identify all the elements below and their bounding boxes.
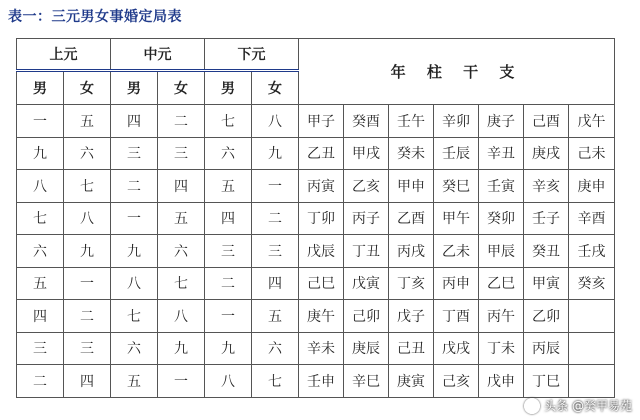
number-cell: 一	[17, 105, 64, 138]
ganzhi-cell: 庚戌	[524, 137, 569, 170]
number-cell: 八	[252, 105, 299, 138]
number-cell: 二	[158, 105, 205, 138]
ganzhi-cell: 壬寅	[479, 170, 524, 203]
number-cell: 七	[205, 105, 252, 138]
ganzhi-cell: 己丑	[389, 332, 434, 365]
number-cell: 四	[205, 202, 252, 235]
number-cell: 二	[205, 267, 252, 300]
ganzhi-cell: 丁卯	[299, 202, 344, 235]
ganzhi-cell: 甲戌	[344, 137, 389, 170]
table-row	[17, 105, 615, 138]
female-header: 女	[252, 71, 299, 105]
ganzhi-cell: 甲午	[434, 202, 479, 235]
number-cell: 二	[64, 300, 111, 333]
male-header: 男	[111, 71, 158, 105]
ganzhi-cell: 辛卯	[434, 105, 479, 138]
ganzhi-cell: 辛丑	[479, 137, 524, 170]
number-cell: 九	[252, 137, 299, 170]
number-cell: 三	[252, 235, 299, 268]
ganzhi-cell: 癸酉	[344, 105, 389, 138]
group-header-upper: 上元	[17, 39, 111, 71]
watermark-text: 头条 @癸甲易苑	[544, 399, 632, 413]
ganzhi-cell: 戊子	[389, 300, 434, 333]
number-cell: 六	[111, 332, 158, 365]
ganzhi-cell: 庚子	[479, 105, 524, 138]
number-cell: 九	[205, 332, 252, 365]
ganzhi-cell: 戊寅	[344, 267, 389, 300]
table-row	[17, 365, 615, 398]
number-cell: 一	[64, 267, 111, 300]
ganzhi-cell: 壬午	[389, 105, 434, 138]
ganzhi-cell: 丁巳	[524, 365, 569, 398]
number-cell: 五	[205, 170, 252, 203]
number-cell: 七	[64, 170, 111, 203]
ganzhi-cell: 乙亥	[344, 170, 389, 203]
ganzhi-cell: 壬戌	[569, 235, 615, 268]
ganzhi-cell: 庚申	[569, 170, 615, 203]
ganzhi-cell: 甲寅	[524, 267, 569, 300]
table-row	[17, 202, 615, 235]
table-caption: 表一：三元男女事婚定局表	[8, 9, 182, 25]
male-header: 男	[205, 71, 252, 105]
number-cell: 七	[17, 202, 64, 235]
number-cell: 四	[252, 267, 299, 300]
female-header: 女	[158, 71, 205, 105]
number-cell: 六	[252, 332, 299, 365]
ganzhi-cell: 癸丑	[524, 235, 569, 268]
number-cell: 三	[17, 332, 64, 365]
logo-icon	[524, 398, 540, 414]
number-cell: 八	[158, 300, 205, 333]
number-cell: 六	[158, 235, 205, 268]
number-cell: 四	[158, 170, 205, 203]
ganzhi-cell	[569, 332, 615, 365]
number-cell: 五	[158, 202, 205, 235]
ganzhi-cell: 辛酉	[569, 202, 615, 235]
ganzhi-cell: 戊辰	[299, 235, 344, 268]
number-cell: 一	[111, 202, 158, 235]
ganzhi-cell: 丙戌	[389, 235, 434, 268]
ganzhi-cell: 己未	[569, 137, 615, 170]
watermark	[524, 397, 632, 414]
ganzhi-cell: 壬子	[524, 202, 569, 235]
table-row	[17, 267, 615, 300]
marriage-table	[16, 38, 615, 398]
ganzhi-cell: 癸巳	[434, 170, 479, 203]
ganzhi-cell: 丁丑	[344, 235, 389, 268]
number-cell: 九	[17, 137, 64, 170]
ganzhi-cell: 庚辰	[344, 332, 389, 365]
ganzhi-cell: 壬申	[299, 365, 344, 398]
number-cell: 二	[111, 170, 158, 203]
number-cell: 五	[17, 267, 64, 300]
number-cell: 八	[111, 267, 158, 300]
group-header-middle: 中元	[111, 39, 205, 71]
number-cell: 一	[158, 365, 205, 398]
ganzhi-cell: 戊午	[569, 105, 615, 138]
ganzhi-cell: 乙卯	[524, 300, 569, 333]
ganzhi-cell: 辛未	[299, 332, 344, 365]
number-cell: 二	[252, 202, 299, 235]
table-row	[17, 332, 615, 365]
number-cell: 七	[111, 300, 158, 333]
ganzhi-cell: 己巳	[299, 267, 344, 300]
ganzhi-cell: 辛巳	[344, 365, 389, 398]
number-cell: 一	[252, 170, 299, 203]
ganzhi-cell	[569, 300, 615, 333]
ganzhi-cell: 丁酉	[434, 300, 479, 333]
group-header-lower: 下元	[205, 39, 299, 71]
ganzhi-cell: 戊戌	[434, 332, 479, 365]
ganzhi-cell: 丁未	[479, 332, 524, 365]
ganzhi-cell: 丙申	[434, 267, 479, 300]
number-cell: 八	[17, 170, 64, 203]
number-cell: 一	[205, 300, 252, 333]
number-cell: 八	[64, 202, 111, 235]
number-cell: 九	[64, 235, 111, 268]
ganzhi-cell	[569, 365, 615, 398]
number-cell: 六	[64, 137, 111, 170]
table-row	[17, 235, 615, 268]
table-row	[17, 137, 615, 170]
year-pillar-header: 年 柱 干 支	[299, 39, 615, 105]
number-cell: 五	[111, 365, 158, 398]
number-cell: 二	[17, 365, 64, 398]
ganzhi-cell: 壬辰	[434, 137, 479, 170]
ganzhi-cell: 丙子	[344, 202, 389, 235]
number-cell: 九	[111, 235, 158, 268]
ganzhi-cell: 乙巳	[479, 267, 524, 300]
ganzhi-cell: 甲申	[389, 170, 434, 203]
number-cell: 三	[111, 137, 158, 170]
number-cell: 九	[158, 332, 205, 365]
number-cell: 三	[205, 235, 252, 268]
ganzhi-cell: 戊申	[479, 365, 524, 398]
ganzhi-cell: 丙午	[479, 300, 524, 333]
number-cell: 三	[158, 137, 205, 170]
table-row	[17, 170, 615, 203]
female-header: 女	[64, 71, 111, 105]
ganzhi-cell: 辛亥	[524, 170, 569, 203]
ganzhi-cell: 庚午	[299, 300, 344, 333]
ganzhi-cell: 己卯	[344, 300, 389, 333]
ganzhi-cell: 乙酉	[389, 202, 434, 235]
ganzhi-cell: 癸卯	[479, 202, 524, 235]
ganzhi-cell: 己亥	[434, 365, 479, 398]
ganzhi-cell: 癸未	[389, 137, 434, 170]
number-cell: 四	[64, 365, 111, 398]
number-cell: 四	[17, 300, 64, 333]
ganzhi-cell: 甲辰	[479, 235, 524, 268]
number-cell: 五	[252, 300, 299, 333]
number-cell: 八	[205, 365, 252, 398]
number-cell: 六	[205, 137, 252, 170]
ganzhi-cell: 庚寅	[389, 365, 434, 398]
ganzhi-cell: 甲子	[299, 105, 344, 138]
ganzhi-cell: 乙未	[434, 235, 479, 268]
number-cell: 三	[64, 332, 111, 365]
number-cell: 四	[111, 105, 158, 138]
number-cell: 六	[17, 235, 64, 268]
ganzhi-cell: 丁亥	[389, 267, 434, 300]
ganzhi-cell: 乙丑	[299, 137, 344, 170]
male-header: 男	[17, 71, 64, 105]
number-cell: 七	[252, 365, 299, 398]
number-cell: 五	[64, 105, 111, 138]
number-cell: 七	[158, 267, 205, 300]
ganzhi-cell: 己酉	[524, 105, 569, 138]
ganzhi-cell: 丙辰	[524, 332, 569, 365]
ganzhi-cell: 癸亥	[569, 267, 615, 300]
table-row	[17, 300, 615, 333]
ganzhi-cell: 丙寅	[299, 170, 344, 203]
